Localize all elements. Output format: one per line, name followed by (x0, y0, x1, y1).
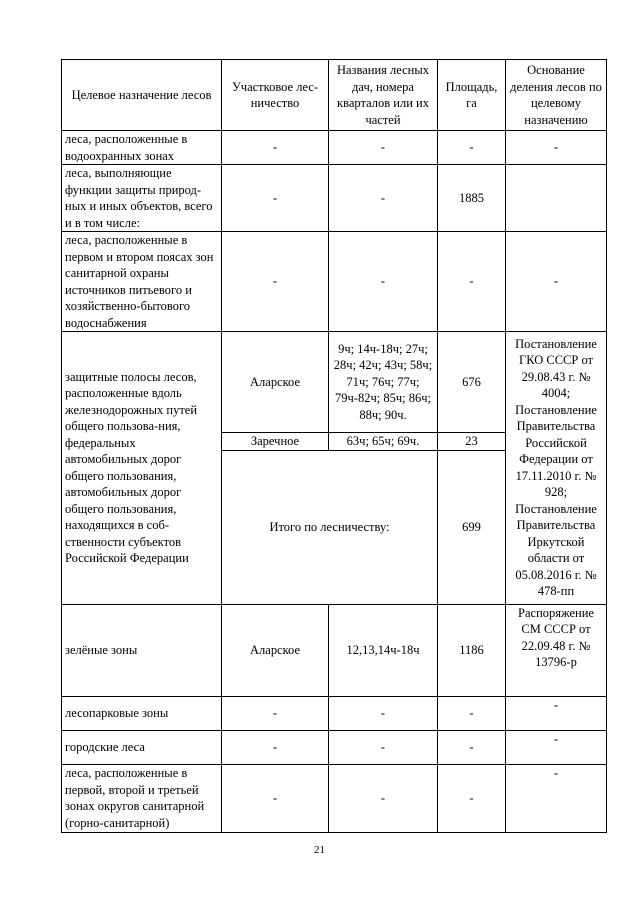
cell-basis: - (506, 131, 607, 165)
cell-district: - (222, 232, 329, 332)
header-district: Участковое лес-ничество (222, 60, 329, 131)
cell-names: - (329, 232, 438, 332)
header-basis: Основание деления лесов по целевому назначению (506, 60, 607, 131)
table-row (62, 131, 607, 165)
cell-purpose: лесопарковые зоны (62, 696, 222, 730)
header-area: Площадь, га (438, 60, 506, 131)
cell-district: - (222, 131, 329, 165)
table-row (62, 165, 607, 232)
cell-purpose: защитные полосы лесов, расположенные вдоль железнодорожных путей общего пользова-ния, федеральных автомобильных дорог общего пользования, автомобильных дорог общего пользования, находящихся в соб-ственности субъектов Российской Федерации (62, 332, 222, 605)
cell-names: - (329, 730, 438, 764)
cell-basis: - (506, 232, 607, 332)
cell-district: - (222, 165, 329, 232)
cell-district: Аларское (222, 332, 329, 433)
cell-basis: - (506, 764, 607, 832)
cell-basis: - (506, 696, 607, 730)
cell-purpose: леса, выполняющие функции защиты природ-ных и иных объектов, всего и в том числе: (62, 165, 222, 232)
table-row (62, 764, 607, 832)
cell-basis: Распоряжение СМ СССР от 22.09.48 г. № 13796-р (506, 604, 607, 696)
table-row (62, 730, 607, 764)
cell-names: - (329, 165, 438, 232)
cell-purpose: леса, расположенные в первой, второй и третьей зонах округов санитарной (горно-санитарной) (62, 764, 222, 832)
cell-total-area: 699 (438, 450, 506, 604)
cell-names: - (329, 764, 438, 832)
header-row (62, 60, 607, 131)
cell-district: - (222, 696, 329, 730)
table-row (62, 232, 607, 332)
cell-purpose: леса, расположенные в водоохранных зонах (62, 131, 222, 165)
header-purpose: Целевое назначение лесов (62, 60, 222, 131)
table-row (62, 604, 607, 696)
table-row (62, 696, 607, 730)
cell-names: 12,13,14ч-18ч (329, 604, 438, 696)
cell-names: - (329, 131, 438, 165)
cell-area: 1186 (438, 604, 506, 696)
cell-area: 1885 (438, 165, 506, 232)
cell-basis (506, 165, 607, 232)
cell-district: - (222, 730, 329, 764)
table-row (62, 332, 607, 433)
cell-area: 676 (438, 332, 506, 433)
cell-purpose: леса, расположенные в первом и втором поясах зон санитарной охраны источников питьевого и хозяйственно-бытового водоснабжения (62, 232, 222, 332)
cell-basis: Постановление ГКО СССР от 29.08.43 г. № 4004; Постановление Правительства Российской Федерации от 17.11.2010 г. № 928; Постановление Правительства Иркутской области от 05.08.2016 г. № 478-пп (506, 332, 607, 605)
cell-district: - (222, 764, 329, 832)
forest-purpose-table (61, 59, 607, 833)
cell-names: 63ч; 65ч; 69ч. (329, 433, 438, 451)
cell-purpose: городские леса (62, 730, 222, 764)
cell-area: 23 (438, 433, 506, 451)
header-names: Названия лесных дач, номера кварталов или их частей (329, 60, 438, 131)
cell-total-label: Итого по лесничеству: (222, 450, 438, 604)
cell-area: - (438, 232, 506, 332)
page-number: 21 (314, 844, 325, 856)
cell-area: - (438, 730, 506, 764)
cell-district: Аларское (222, 604, 329, 696)
cell-names: - (329, 696, 438, 730)
cell-area: - (438, 764, 506, 832)
cell-area: - (438, 131, 506, 165)
cell-names: 9ч; 14ч-18ч; 27ч; 28ч; 42ч; 43ч; 58ч; 71ч; 76ч; 77ч; 79ч-82ч; 85ч; 86ч; 88ч; 90ч. (329, 332, 438, 433)
cell-purpose: зелёные зоны (62, 604, 222, 696)
cell-area: - (438, 696, 506, 730)
cell-basis: - (506, 730, 607, 764)
cell-district: Заречное (222, 433, 329, 451)
